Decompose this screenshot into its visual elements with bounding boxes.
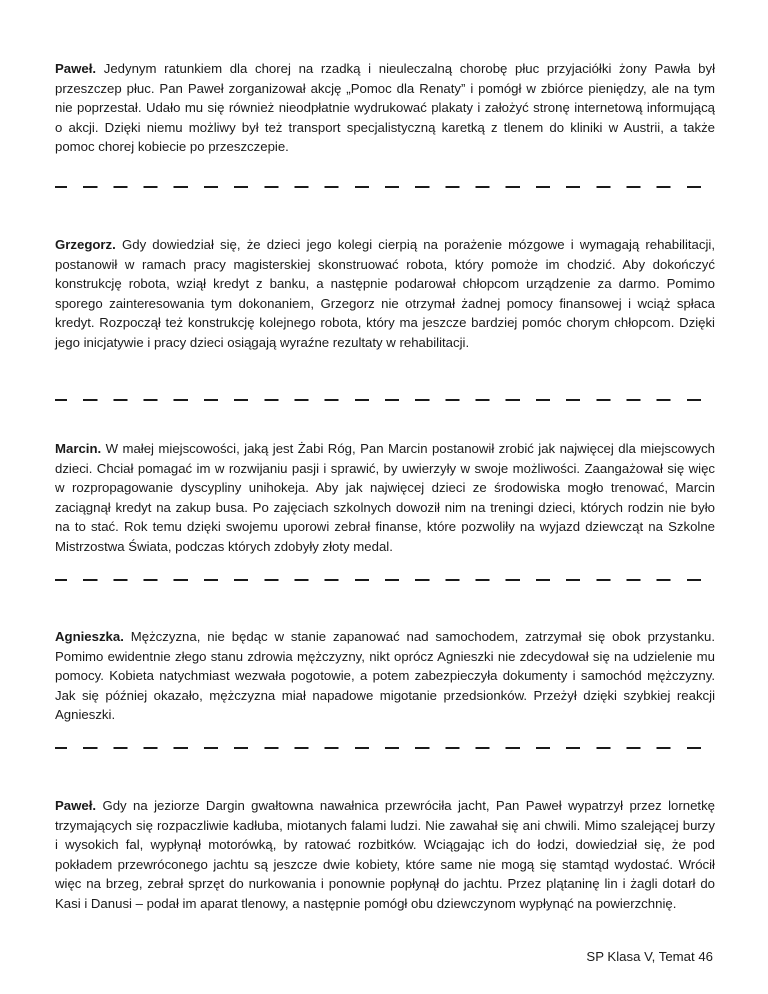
story-name: Agnieszka.	[55, 629, 124, 644]
page-footer: SP Klasa V, Temat 46	[586, 949, 713, 964]
story-text: Gdy dowiedział się, że dzieci jego kolegi cierpią na porażenie mózgowe i wymagają rehabilitacji, postanowił w ramach pracy magisterskiej skonstruować robota, który pomoże im chodzić. Aby dokończyć konstrukcję robota, wziął kredyt z banku, a następnie podarował chłopcom urządzenie za darmo. Pomimo sporego zainteresowania tym dokonaniem, Grzegorz nie otrzymał żadnej pomocy finansowej i wciąż spłaca kredyt. Rozpoczął też konstrukcję kolejnego robota, który ma jeszcze bardziej pomóc chorym chłopcom. Dzięki jego inicjatywie i pracy dzieci osiągają wyraźne rezultaty w rehabilitacji.	[55, 237, 715, 350]
answer-line	[55, 186, 715, 188]
story-name: Grzegorz.	[55, 237, 116, 252]
answer-line	[55, 579, 715, 581]
story-pawel-2	[55, 796, 715, 914]
answer-line	[55, 747, 715, 749]
story-text: Mężczyzna, nie będąc w stanie zapanować nad samochodem, zatrzymał się obok przystanku. Pomimo ewidentnie złego stanu zdrowia mężczyzny, nikt oprócz Agnieszki nie zdecydował się na udzielenie mu pomocy. Kobieta natychmiast wezwała pogotowie, a potem zabezpieczyła dokumenty i samochód mężczyzny. Jak się później okazało, mężczyzna miał napadowe migotanie przedsionków. Przeżył dzięki szybkiej reakcji Agnieszki.	[55, 629, 715, 723]
story-name: Paweł.	[55, 61, 97, 76]
story-grzegorz	[55, 235, 715, 353]
story-text: Gdy na jeziorze Dargin gwałtowna nawałnica przewróciła jacht, Pan Paweł wypatrzył przez lornetkę trzymających się rozpaczliwie kadłuba, miotanych falami ludzi. Nie zawahał się ani chwili. Mimo szalejącej burzy i wysokich fal, wypłynął motorówką, by ratować rozbitków. Wciągając ich do łodzi, dowiedział się, że pod pokładem przewróconego jachtu są jeszcze dwie kobiety, które same nie mogą się stamtąd wydostać. Wrócił więc na brzeg, zebrał sprzęt do nurkowania i ponownie popłynął do jachtu. Przez plątaninę lin i żagli dotarł do Kasi i Danusi – podał im aparat tlenowy, a następnie pomógł obu dziewczynom wypłynąć na powierzchnię.	[55, 798, 715, 911]
story-pawel-1	[55, 59, 715, 157]
story-agnieszka	[55, 627, 715, 725]
story-marcin	[55, 439, 715, 557]
story-text: W małej miejscowości, jaką jest Żabi Róg, Pan Marcin postanowił zrobić jak najwięcej dla miejscowych dzieci. Chciał pomagać im w rozwijaniu pasji i sprawić, by uwierzyły w swoje możliwości. Zaangażował się więc w rozpropagowanie dyscypliny unihokeja. Aby jak najwięcej dzieci ze środowiska mogło trenować, Marcin zaciągnął kredyt na zakup busa. Po zajęciach szkolnych dowoził nim na treningi dzieci, których rodzin nie było na to stać. Rok temu dzięki swojemu uporowi zebrał finanse, które pozwoliły na wyjazd dziewcząt na Szkolne Mistrzostwa Świata, podczas których zdobyły złoty medal.	[55, 441, 715, 554]
answer-line	[55, 399, 715, 401]
story-text: Jedynym ratunkiem dla chorej na rzadką i nieuleczalną chorobę płuc przyjaciółki żony Pawła był przeszczep płuc. Pan Paweł zorganizował akcję „Pomoc dla Renaty” i pomógł w zbiórce pieniędzy, ale na tym nie poprzestał. Udało mu się również nieodpłatnie wydrukować plakaty i założyć stronę internetową informującą o akcji. Dzięki niemu możliwy był też transport specjalistyczną karetką z tlenem do kliniki w Austrii, a także pomoc chorej kobiecie po przeszczepie.	[55, 61, 715, 155]
story-name: Marcin.	[55, 441, 102, 456]
story-name: Paweł.	[55, 798, 97, 813]
